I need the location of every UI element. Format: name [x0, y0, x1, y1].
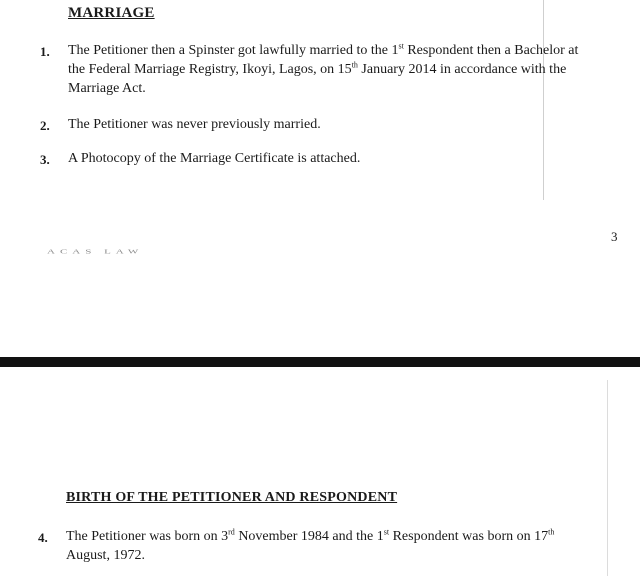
- paragraph-3: A Photocopy of the Marriage Certificate is attached.: [68, 151, 361, 166]
- paragraph-number: 4.: [38, 530, 48, 545]
- paragraph-line: the Federal Marriage Registry, Ikoyi, Lagos, on 15th January 2014 in accordance with the: [68, 60, 567, 77]
- firm-watermark-mark: ACAS LAW: [47, 248, 144, 256]
- paragraph-2: The Petitioner was never previously married.: [68, 117, 321, 132]
- section-heading-marriage: MARRIAGE: [68, 5, 155, 21]
- scan-fold-line: [543, 0, 544, 200]
- paragraph-number: 1.: [40, 44, 50, 59]
- paragraph-line: August, 1972.: [66, 548, 145, 563]
- paragraph-number: 2.: [40, 118, 50, 133]
- paragraph-4: [66, 527, 626, 565]
- paragraph-line: The Petitioner was born on 3rd November 1984 and the 1st Respondent was born on 17th: [66, 527, 555, 544]
- page-number: 3: [611, 229, 618, 244]
- page-break-divider: [0, 357, 640, 367]
- paragraph-number: 3.: [40, 152, 50, 167]
- paragraph-line: The Petitioner then a Spinster got lawfully married to the 1st Respondent then a Bachelor at: [68, 41, 579, 58]
- section-heading-birth: BIRTH OF THE PETITIONER AND RESPONDENT: [66, 490, 398, 505]
- paragraph-1: [68, 41, 621, 98]
- paragraph-line: Marriage Act.: [68, 81, 146, 96]
